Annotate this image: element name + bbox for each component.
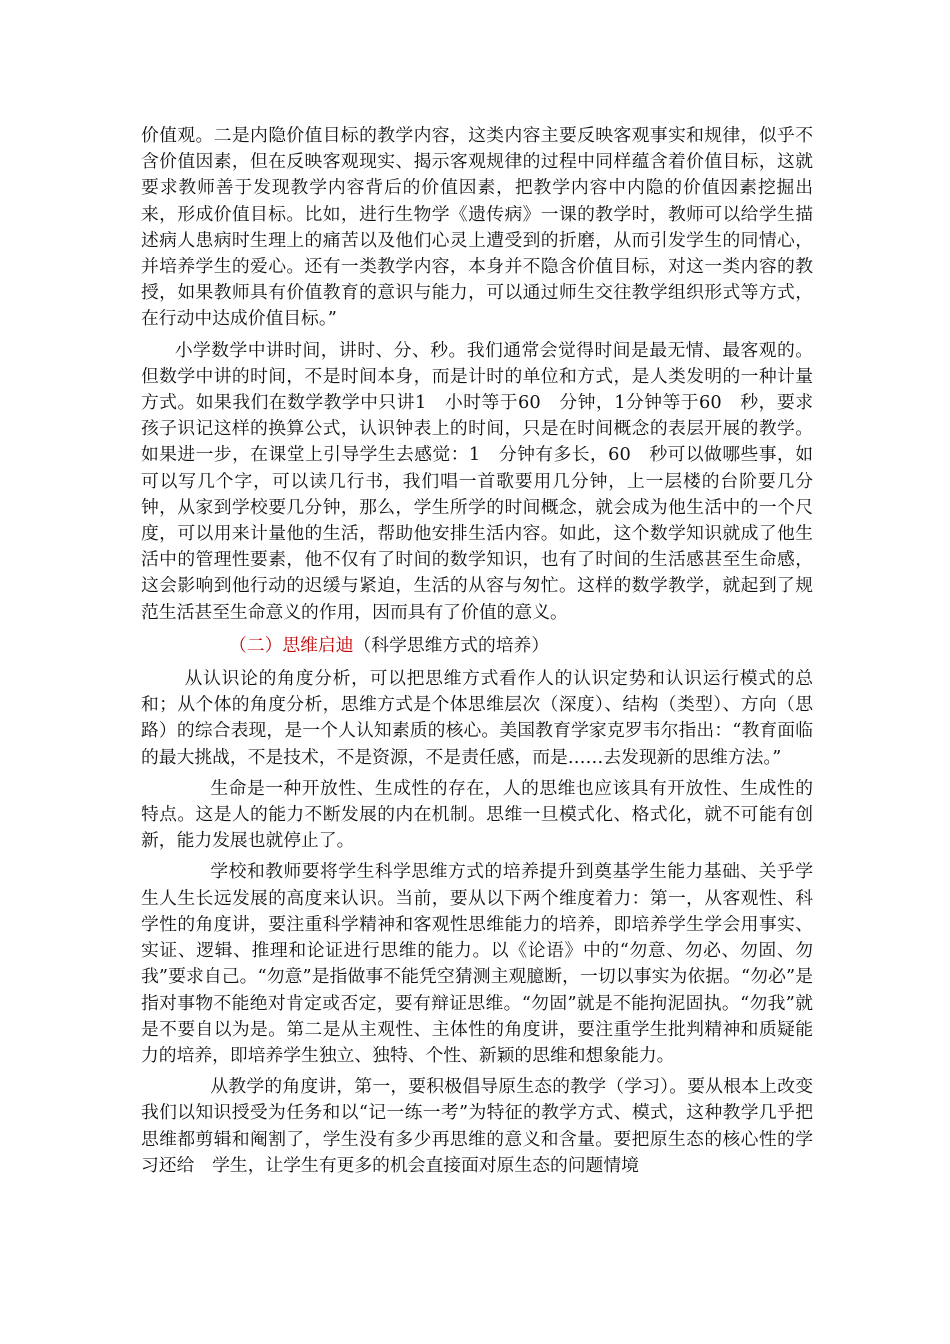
section-heading-title: 思维启迪 (282, 634, 354, 656)
paragraph-epistemology: 从认识论的角度分析，可以把思维方式看作人的认识定势和认识运行模式的总和；从个体的角度分析，思维方式是个体思维层次（深度）、结构（类型）、方向（思路）的综合表现，是一个人认知素质的核心。美国教育学家克罗韦尔指出：“教育面临的最大挑战，不是技术，不是资源，不是责任感，而是……去发现新的思维方法。” (141, 668, 813, 768)
paragraph-teaching-angle: 从教学的角度讲，第一，要积极倡导原生态的教学（学习）。要从根本上改变我们以知识授受为任务和以“记一练一考”为特征的教学方式、模式，这种教学几乎把思维都剪辑和阉割了，学生没有多少再思维的意义和含量。要把原生态的核心性的学习还给 学生，让学生有更多的机会直接面对原生态的问题情境 (141, 1076, 813, 1176)
section-heading-subtitle: （科学思维方式的培养） (353, 634, 550, 656)
paragraph-life-openness: 生命是一种开放性、生成性的存在，人的思维也应该具有开放性、生成性的特点。这是人的能力不断发展的内在机制。思维一旦模式化、格式化，就不可能有创新，能力发展也就停止了。 (141, 777, 813, 852)
section-heading (141, 633, 813, 659)
paragraph-math-time: 小学数学中讲时间，讲时、分、秒。我们通常会觉得时间是最无情、最客观的。但数学中讲的时间，不是时间本身，而是计时的单位和方式，是人类发明的一种计量方式。如果我们在数学教学中只讲1 小时等于60 分钟，1分钟等于60 秒，要求孩子识记这样的换算公式，认识钟表上的时间，只是在时间概念的表层开展的教学。如果进一步，在课堂上引导学生去感觉：1 分钟有多长，60 秒可以做哪些事，如可以写几个字，可以读几行书，我们唱一首歌要用几分钟，上一层楼的台阶要几分钟，从家到学校要几分钟，那么，学生所学的时间概念，就会成为他生活中的一个尺度，可以用来计量他的生活，帮助他安排生活内容。如此，这个数学知识就成了他生活中的管理性要素，他不仅有了时间的数学知识，也有了时间的生活感甚至生命感，这会影响到他行动的迟缓与紧迫，生活的从容与匆忙。这样的数学教学，就起到了规范生活甚至生命意义的作用，因而具有了价值的意义。 (141, 339, 813, 623)
document-page (141, 123, 813, 1179)
paragraph-school-teachers: 学校和教师要将学生科学思维方式的培养提升到奠基学生能力基础、关乎学生人生长远发展的高度来认识。当前，要从以下两个维度着力：第一，从客观性、科学性的角度讲，要注重科学精神和客观性思维能力的培养，即培养学生学会用事实、实证、逻辑、推理和论证进行思维的能力。以《论语》中的“勿意、勿必、勿固、勿我”要求自己。“勿意”是指做事不能凭空猜测主观臆断，一切以事实为依据。“勿必”是指对事物不能绝对肯定或否定，要有辩证思维。“勿固”就是不能拘泥固执。“勿我”就是不要自以为是。第二是从主观性、主体性的角度讲，要注重学生批判精神和质疑能力的培养，即培养学生独立、独特、个性、新颖的思维和想象能力。 (141, 861, 813, 1066)
section-heading-number: （二） (229, 634, 283, 656)
paragraph-value-content: 价值观。二是内隐价值目标的教学内容，这类内容主要反映客观事实和规律，似乎不含价值因素，但在反映客观现实、揭示客观规律的过程中同样蕴含着价值目标，这就要求教师善于发现教学内容背后的价值因素，把教学内容中内隐的价值因素挖掘出来，形成价值目标。比如，进行生物学《遗传病》一课的教学时，教师可以给学生描述病人患病时生理上的痛苦以及他们心灵上遭受到的折磨，从而引发学生的同情心，并培养学生的爱心。还有一类教学内容，本身并不隐含价值目标，对这一类内容的教授，如果教师具有价值教育的意识与能力，可以通过师生交往教学组织形式等方式， 在行动中达成价值目标。” (141, 125, 813, 330)
